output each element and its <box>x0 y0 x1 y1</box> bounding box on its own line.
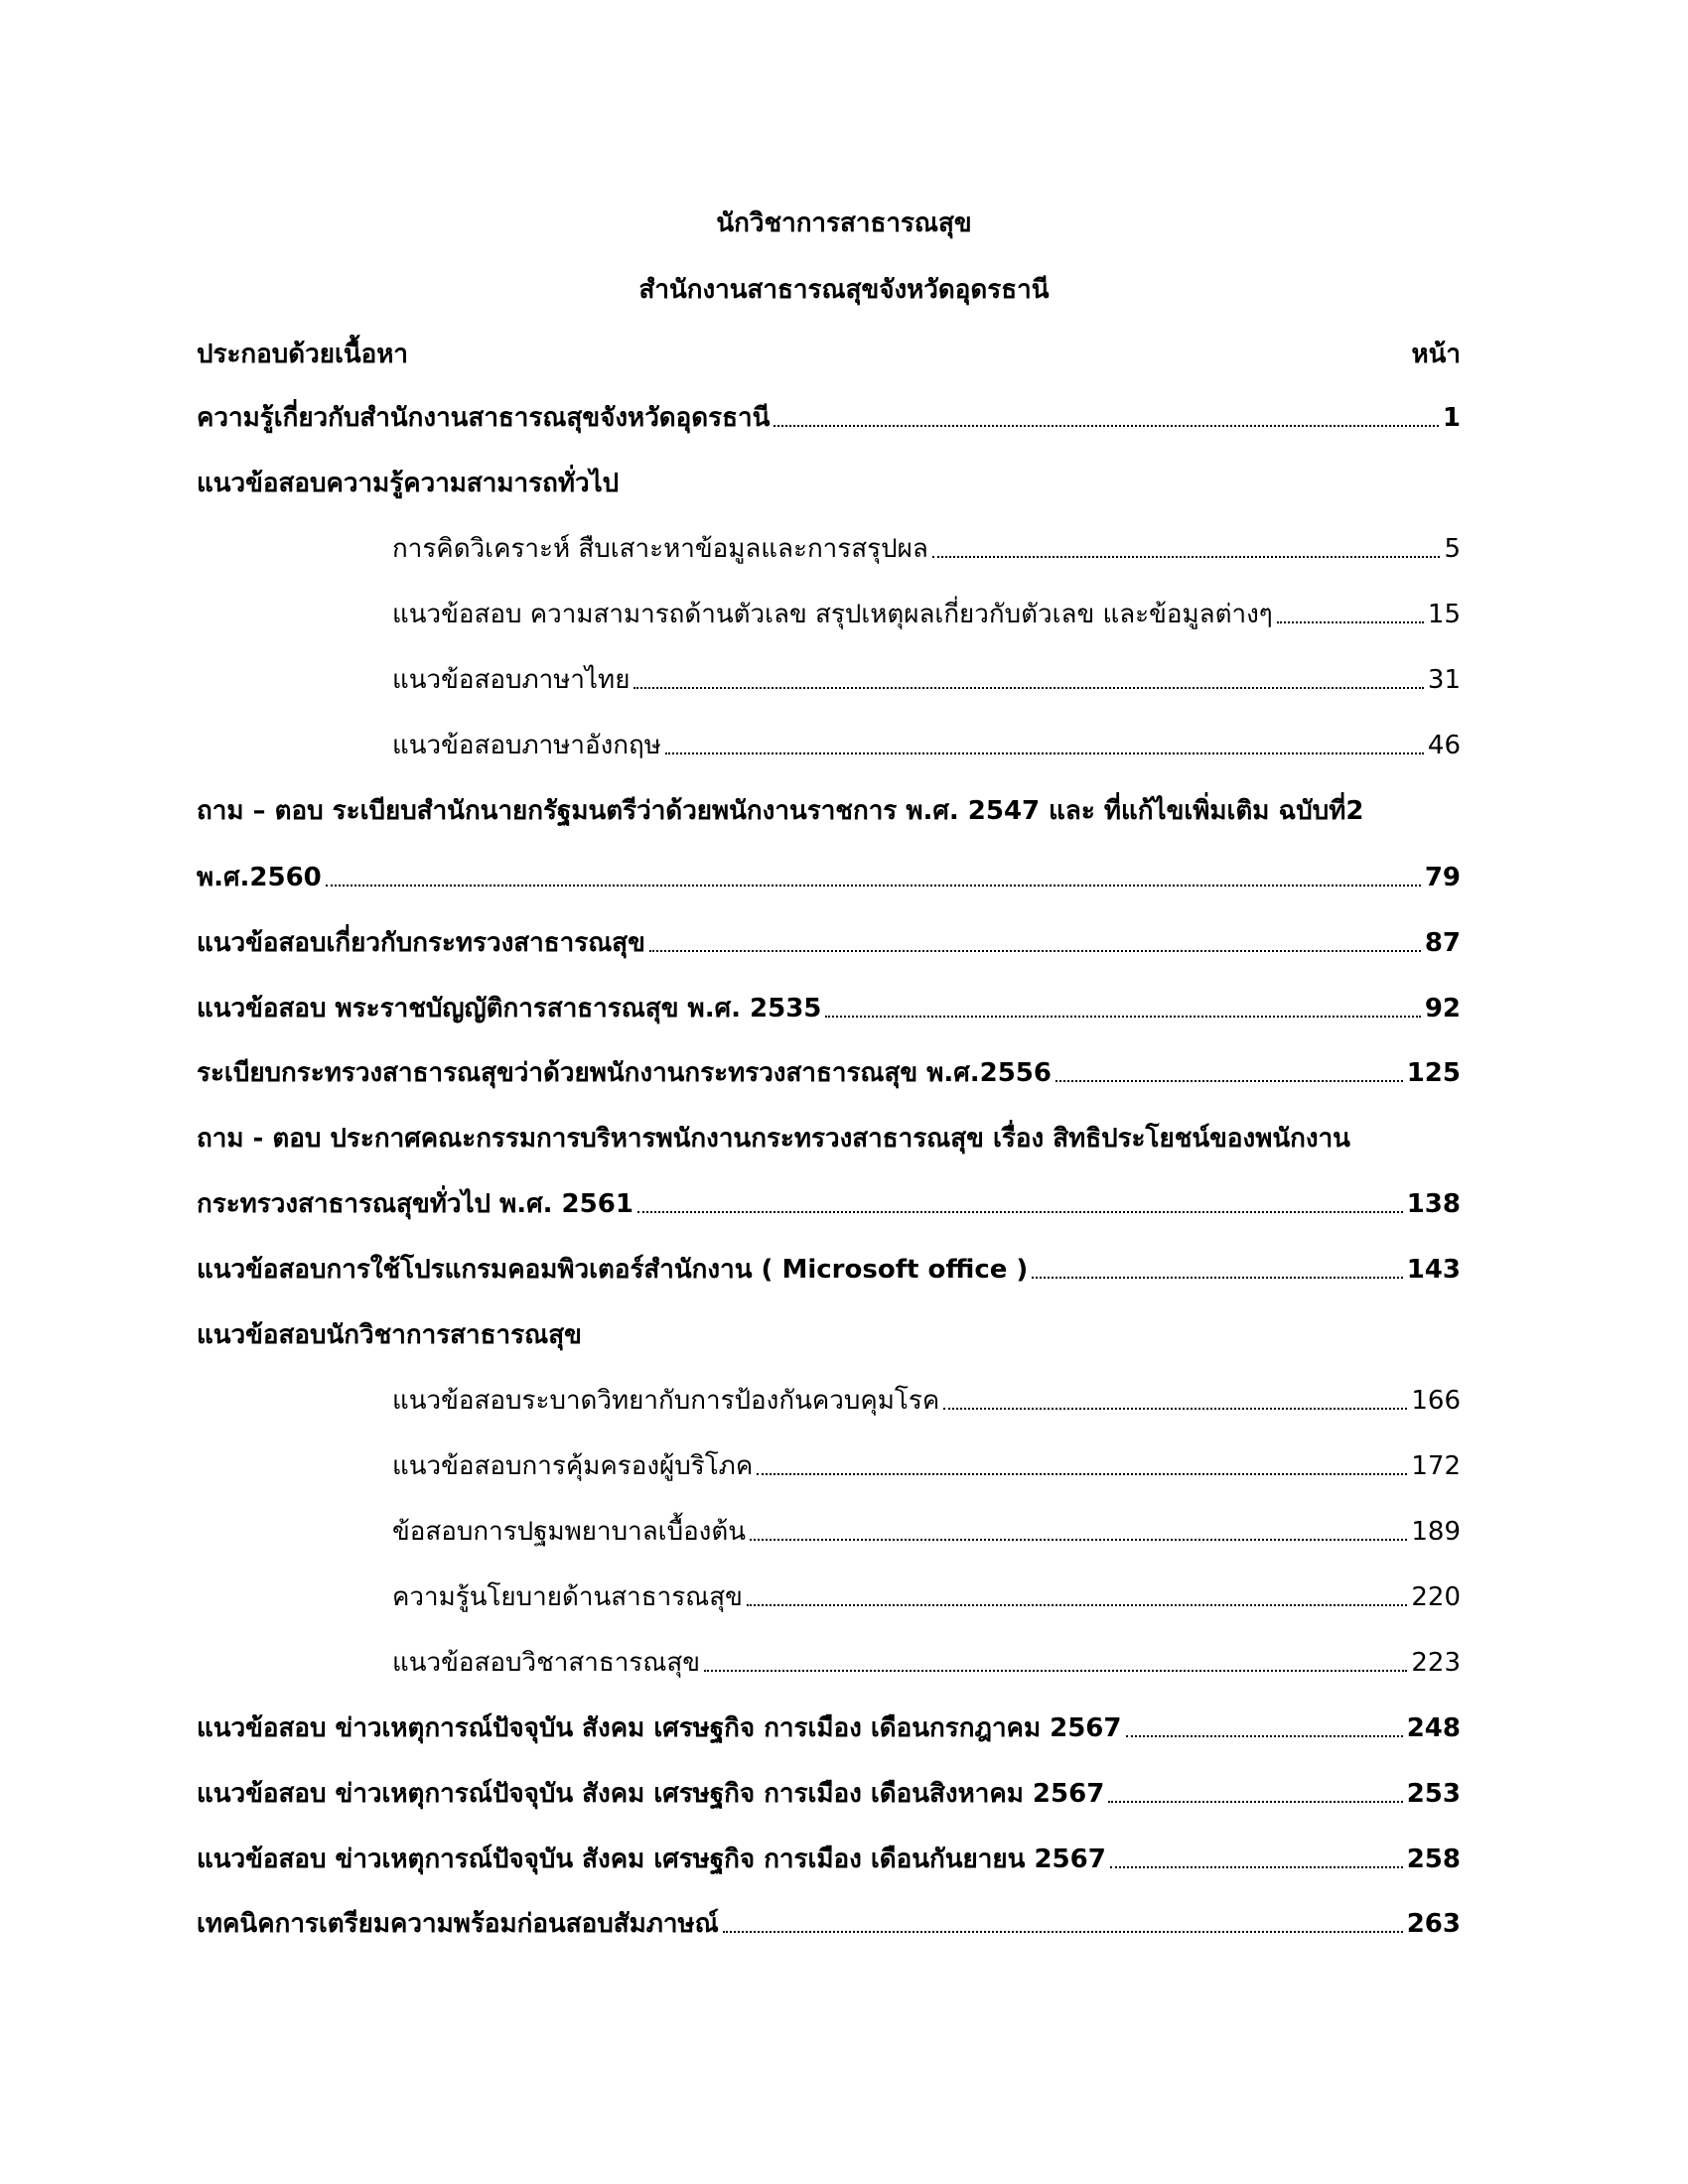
toc-entry-page: 258 <box>1406 1844 1461 1874</box>
toc-entry-label: พ.ศ.2560 <box>197 863 322 892</box>
toc-entry-label: แนวข้อสอบ ข่าวเหตุการณ์ปัจจุบัน สังคม เศรษฐกิจ การเมือง เดือนสิงหาคม 2567 <box>197 1779 1105 1809</box>
dot-leader <box>326 885 1421 887</box>
toc-entry <box>197 1842 1461 1877</box>
toc-entry-page: 172 <box>1411 1451 1461 1481</box>
toc-entry <box>197 991 1461 1026</box>
toc-entry-label: แนวข้อสอบ ความสามารถด้านตัวเลข สรุปเหตุผลเกี่ยวกับตัวเลข และข้อมูลต่างๆ <box>392 600 1273 629</box>
toc-entry-page: 189 <box>1411 1517 1461 1547</box>
toc-entry-page: 125 <box>1406 1058 1461 1088</box>
toc-entry-label: แนวข้อสอบวิชาสาธารณสุข <box>392 1648 701 1678</box>
toc-entry <box>197 400 1461 436</box>
toc-entry-page: 92 <box>1424 994 1461 1024</box>
dot-leader <box>1126 1735 1403 1737</box>
toc-entry <box>392 531 1461 567</box>
page-column-label: หน้า <box>1411 340 1461 369</box>
dot-leader <box>774 425 1439 427</box>
toc-entry-page: 87 <box>1424 928 1461 958</box>
toc-entry-label: แนวข้อสอบเกี่ยวกับกระทรวงสาธารณสุข <box>197 928 645 958</box>
dot-leader <box>757 1473 1407 1475</box>
toc-entry <box>392 1514 1461 1550</box>
toc-entry <box>197 1776 1461 1812</box>
dot-leader <box>649 950 1421 952</box>
toc-entry <box>392 1645 1461 1681</box>
toc-entry-page: 253 <box>1406 1779 1461 1809</box>
toc-entry-page: 166 <box>1411 1386 1461 1416</box>
dot-leader <box>932 556 1441 558</box>
toc-entry-label: แนวข้อสอบภาษาไทย <box>392 665 631 695</box>
contents-label: ประกอบด้วยเนื้อหา <box>197 340 409 369</box>
toc-entry-page: 220 <box>1411 1582 1461 1612</box>
toc-entry-label: ระเบียบกระทรวงสาธารณสุขว่าด้วยพนักงานกระทรวงสาธารณสุข พ.ศ.2556 <box>197 1058 1052 1088</box>
toc-entry-label: แนวข้อสอบ ข่าวเหตุการณ์ปัจจุบัน สังคม เศรษฐกิจ การเมือง เดือนกรกฎาคม 2567 <box>197 1713 1122 1743</box>
dot-leader <box>633 687 1423 689</box>
toc-entry-label: แนวข้อสอบการคุ้มครองผู้บริโภค <box>392 1451 754 1481</box>
toc-entry-page: 138 <box>1406 1189 1461 1219</box>
toc-entry-label: ความรู้นโยบายด้านสาธารณสุข <box>392 1582 743 1612</box>
page-title: นักวิชาการสาธารณสุข <box>716 208 972 238</box>
dot-leader <box>665 752 1424 754</box>
toc-entry-label: ความรู้เกี่ยวกับสำนักงานสาธารณสุขจังหวัดอุดรธานี <box>197 403 771 433</box>
dot-leader <box>747 1604 1407 1606</box>
toc-entry-page: 79 <box>1424 863 1461 892</box>
toc-entry <box>392 597 1461 632</box>
toc-entry-label: กระทรวงสาธารณสุขทั่วไป พ.ศ. 2561 <box>197 1189 633 1219</box>
toc-entry <box>392 1579 1461 1615</box>
toc-entry-page: 223 <box>1411 1648 1461 1678</box>
toc-entry-page: 46 <box>1427 731 1461 760</box>
dot-leader <box>750 1539 1407 1541</box>
dot-leader <box>1108 1801 1402 1803</box>
toc-entry-label-line1: ถาม – ตอบ ระเบียบสำนักนายกรัฐมนตรีว่าด้วยพนักงานราชการ พ.ศ. 2547 และ ที่แก้ไขเพิ่มเติม ฉบับที่2 <box>197 796 1364 826</box>
toc-entry-label-line1: ถาม - ตอบ ประกาศคณะกรรมการบริหารพนักงานกระทรวงสาธารณสุข เรื่อง สิทธิประโยชน์ของพนักงาน <box>197 1124 1350 1154</box>
dot-leader <box>825 1016 1420 1018</box>
toc-entry <box>392 662 1461 698</box>
toc-entry-label: แนวข้อสอบภาษาอังกฤษ <box>392 731 661 760</box>
page-subtitle: สำนักงานสาธารณสุขจังหวัดอุดรธานี <box>638 275 1050 305</box>
toc-entry-label: เทคนิคการเตรียมความพร้อมก่อนสอบสัมภาษณ์ <box>197 1909 719 1939</box>
dot-leader <box>943 1408 1407 1410</box>
dot-leader <box>1277 621 1424 623</box>
dot-leader <box>723 1931 1403 1933</box>
toc-entry <box>197 1710 1461 1746</box>
toc-entry-label: ข้อสอบการปฐมพยาบาลเบื้องต้น <box>392 1517 747 1547</box>
toc-entry-page: 31 <box>1427 665 1461 695</box>
dot-leader <box>1032 1277 1402 1279</box>
toc-entry <box>392 1448 1461 1484</box>
toc-entry <box>197 860 1461 895</box>
toc-entry <box>197 1186 1461 1222</box>
dot-leader <box>637 1211 1403 1213</box>
toc-section-heading: แนวข้อสอบนักวิชาการสาธารณสุข <box>197 1320 582 1350</box>
dot-leader <box>1055 1080 1403 1082</box>
dot-leader <box>704 1670 1407 1672</box>
toc-entry <box>197 1252 1461 1288</box>
toc-entry <box>392 1383 1461 1419</box>
toc-entry-page: 248 <box>1406 1713 1461 1743</box>
toc-entry-page: 15 <box>1427 600 1461 629</box>
toc-entry <box>392 728 1461 763</box>
toc-entry <box>197 1906 1461 1942</box>
dot-leader <box>1110 1866 1403 1868</box>
toc-entry-page: 263 <box>1406 1909 1461 1939</box>
toc-entry-page: 143 <box>1406 1255 1461 1285</box>
toc-entry-page: 5 <box>1444 534 1461 564</box>
toc-entry <box>197 925 1461 961</box>
toc-section-heading: แนวข้อสอบความรู้ความสามารถทั่วไป <box>197 469 620 498</box>
toc-entry-page: 1 <box>1442 403 1461 433</box>
toc-entry-label: แนวข้อสอบระบาดวิทยากับการป้องกันควบคุมโรค <box>392 1386 940 1416</box>
toc-entry-label: แนวข้อสอบ พระราชบัญญัติการสาธารณสุข พ.ศ. 2535 <box>197 994 822 1024</box>
toc-entry-label: แนวข้อสอบการใช้โปรแกรมคอมพิวเตอร์สำนักงาน ( Microsoft office ) <box>197 1255 1029 1285</box>
toc-entry-label: แนวข้อสอบ ข่าวเหตุการณ์ปัจจุบัน สังคม เศรษฐกิจ การเมือง เดือนกันยายน 2567 <box>197 1844 1106 1874</box>
toc-entry <box>197 1055 1461 1091</box>
toc-entry-label: การคิดวิเคราะห์ สืบเสาะหาข้อมูลและการสรุปผล <box>392 534 928 564</box>
